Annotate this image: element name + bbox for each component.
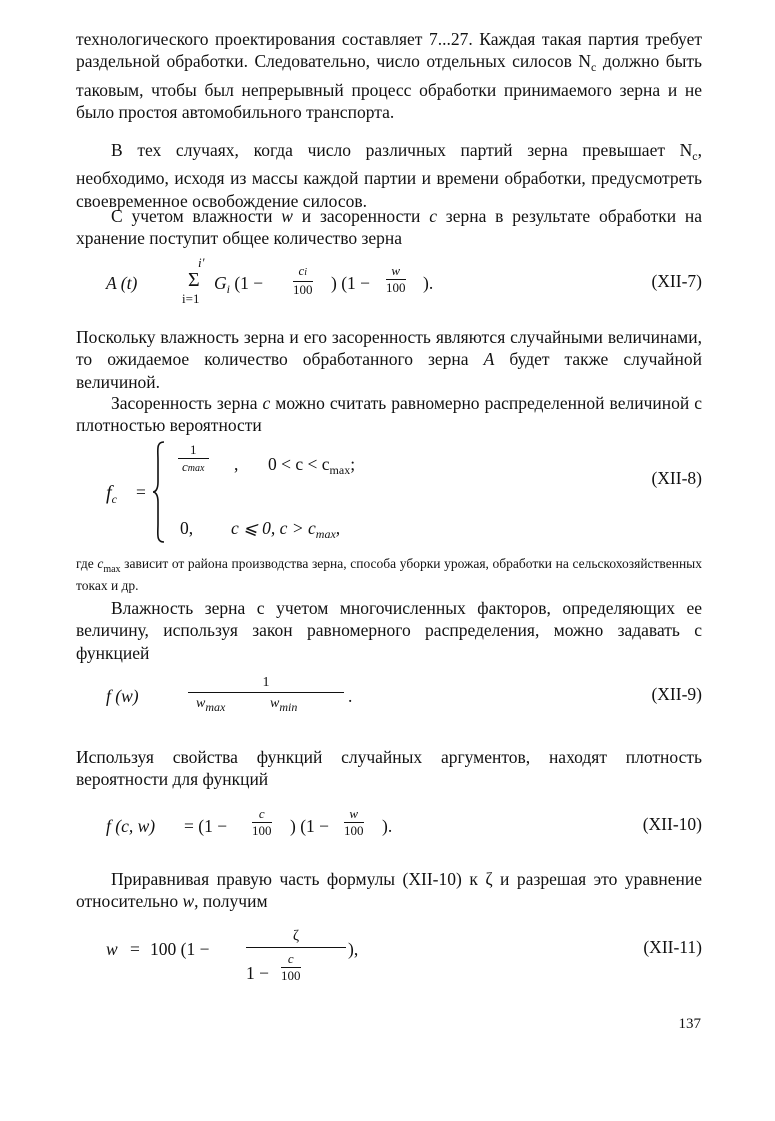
- paragraph-6: Влажность зерна с учетом многочисленных факторов, определяющих ее величину, используя закон равномерного распределения, можно задавать с функцией: [76, 598, 702, 663]
- paragraph-1: технологического проектирования составляет 7...27. Каждая такая партия требует раздельной обработки. Следовательно, число отдельных силосов $N_с$ должно быть таковым, чтобы был непрерывный процесс обработки принимаемого зерна и не было простоя автомобильного транспорта.: [76, 29, 703, 122]
- paragraph-8: Приравнивая правую часть формулы (XII-10) к ζ и разрешая это уравнение относительно w, получим: [76, 869, 702, 912]
- left-brace: [152, 440, 166, 544]
- equation-xii-7: A (t) i' Σ i=1 $G_i$ (1 − $\frac{ci}{100}$ ) (1 − $\frac{w}{100}$ ). (XII-7): [106, 255, 702, 306]
- page-number: 137: [678, 1016, 701, 1032]
- paragraph-7: Используя свойства функций случайных аргументов, находят плотность вероятности для функций: [76, 747, 702, 790]
- equation-xii-9: f (w) 1 . wmax wmin (XII-9): [106, 675, 702, 714]
- paragraph-4: Поскольку влажность зерна и его засоренность являются случайными величинами, то ожидаемое количество обработанного зерна A будет также случайной величиной.: [76, 327, 702, 392]
- footnote-cmax: где $c_{max}$ зависит от района производства зерна, способа уборки урожая, обработки на сельскохозяйственных токах и др.: [76, 556, 702, 593]
- equation-xii-10: f (c, w) = (1 − $\frac{c}{100}$ ) (1 − $\frac{w}{100}$ ). (XII-10): [106, 806, 702, 838]
- paragraph-5: Засоренность зерна c можно считать равномерно распределенной величиной с плотностью вероятности: [76, 393, 702, 436]
- paragraph-2: В тех случаях, когда число различных партий зерна превышает $N_с$, необходимо, исходя из массы каждой партии и времени обработки, предусмотреть своевременное освобождение силосов.: [76, 140, 702, 211]
- paragraph-3: С учетом влажности w и засоренности c зерна в результате обработки на хранение поступит общее количество зерна: [76, 206, 703, 249]
- equation-xii-11: w = 100 (1 − ζ ), 1 − $\frac{c}{100}$ (XII-11): [76, 925, 702, 1000]
- equation-xii-8: $f_c$ = 1 cmax , $0 < c < c_{max}$; 0, c ⩽ 0, $c > c_{max}$, (XII-8): [76, 440, 702, 550]
